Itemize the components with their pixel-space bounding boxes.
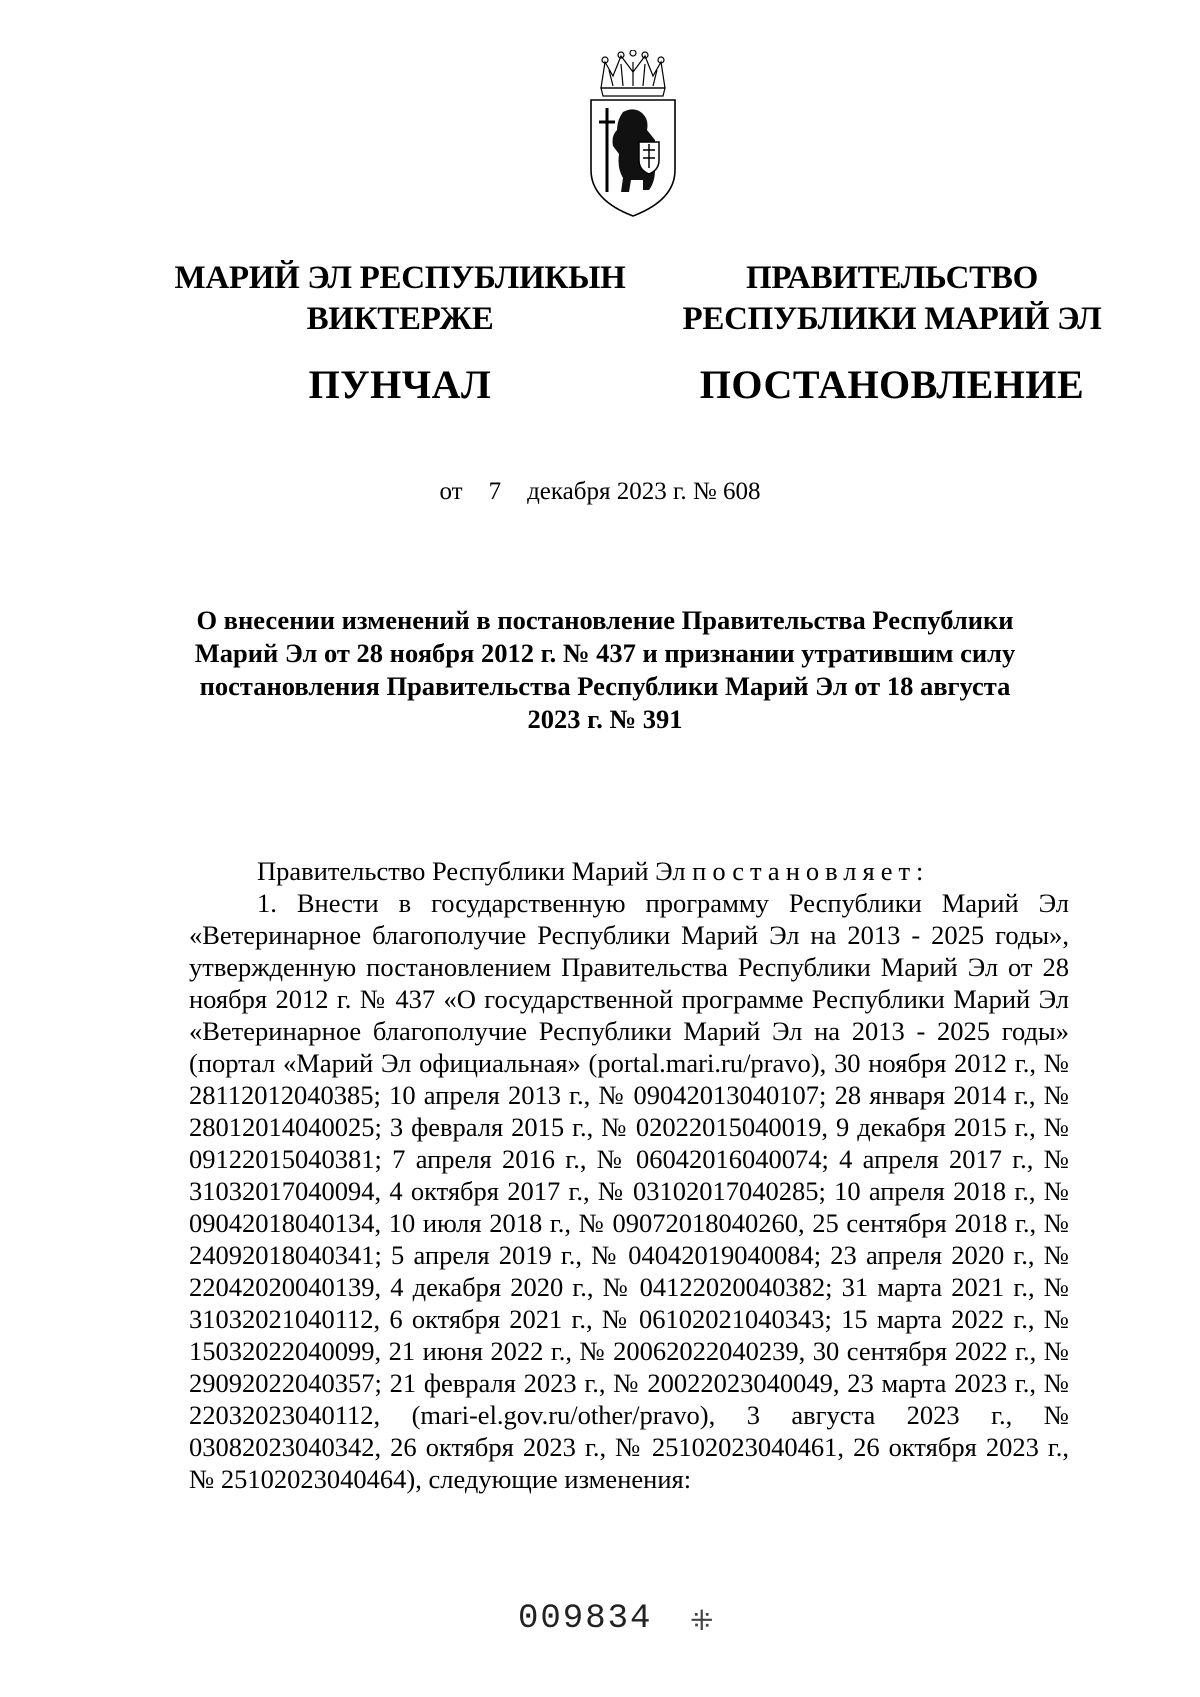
document-body	[189, 855, 1069, 1495]
header-russian-block	[652, 258, 1132, 408]
document-date-number	[0, 478, 1200, 506]
intro-resolves: постановляет:	[692, 856, 930, 886]
header-mari-line1: МАРИЙ ЭЛ РЕСПУБЛИКЫН	[174, 260, 626, 296]
intro-text: Правительство Республики Марий Эл	[257, 856, 686, 886]
serial-mark-icon: ⁜	[690, 1606, 714, 1637]
form-serial-number: 009834	[518, 1600, 653, 1638]
header-mari-doc-type: ПУНЧАЛ	[308, 362, 492, 407]
intro-paragraph	[189, 855, 1069, 887]
coat-of-arms-icon	[583, 50, 683, 220]
header-mari-line2: ВИКТЕРЖЕ	[306, 301, 494, 337]
header-russian-line1: ПРАВИТЕЛЬСТВО	[746, 260, 1038, 296]
document-title: О внесении изменений в постановление Правительства Республики Марий Эл от 28 ноября 2012 г. № 437 и признании утратившим силу постановления Правительства Республики Марий Эл от 18 августа 2023 г. № 391	[194, 605, 1016, 734]
point-1-paragraph: 1. Внести в государственную программу Республики Марий Эл «Ветеринарное благополучие Республики Марий Эл на 2013 - 2025 годы», утвержденную постановлением Правительства Республики Марий Эл от 28 ноября 2012 г. № 437 «О государственной программе Республики Марий Эл «Ветеринарное благополучие Республики Марий Эл на 2013 - 2025 годы» (портал «Марий Эл официальная» (portal.mari.ru/pravo), 30 ноября 2012 г., № 28112012040385; 10 апреля 2013 г., № 09042013040107; 28 января 2014 г., № 28012014040025; 3 февраля 2015 г., № 02022015040019, 9 декабря 2015 г., № 09122015040381; 7 апреля 2016 г., № 06042016040074; 4 апреля 2017 г., № 31032017040094, 4 октября 2017 г., № 03102017040285; 10 апреля 2018 г., № 09042018040134, 10 июля 2018 г., № 09072018040260, 25 сентября 2018 г., № 24092018040341; 5 апреля 2019 г., № 04042019040084; 23 апреля 2020 г., № 22042020040139, 4 декабря 2020 г., № 04122020040382; 31 марта 2021 г., № 31032021040112, 6 октября 2021 г., № 06102021040343; 15 марта 2022 г., № 15032022040099, 21 июня 2022 г., № 20062022040239, 30 сентября 2022 г., № 29092022040357; 21 февраля 2023 г., № 20022023040049, 23 марта 2023 г., № 22032023040112, (mari-el.gov.ru/other/pravo), 3 августа 2023 г., № 03082023040342, 26 октября 2023 г., № 25102023040461, 26 октября 2023 г., № 25102023040464), следующие изменения:	[189, 888, 1069, 1494]
date-day: 7	[488, 478, 502, 505]
header-russian-line2: РЕСПУБЛИКИ МАРИЙ ЭЛ	[682, 301, 1102, 337]
header-mari-block	[160, 258, 640, 408]
date-rest: декабря 2023 г. № 608	[527, 478, 761, 505]
date-prefix: от	[439, 478, 463, 505]
header-russian-doc-type: ПОСТАНОВЛЕНИЕ	[699, 362, 1085, 407]
